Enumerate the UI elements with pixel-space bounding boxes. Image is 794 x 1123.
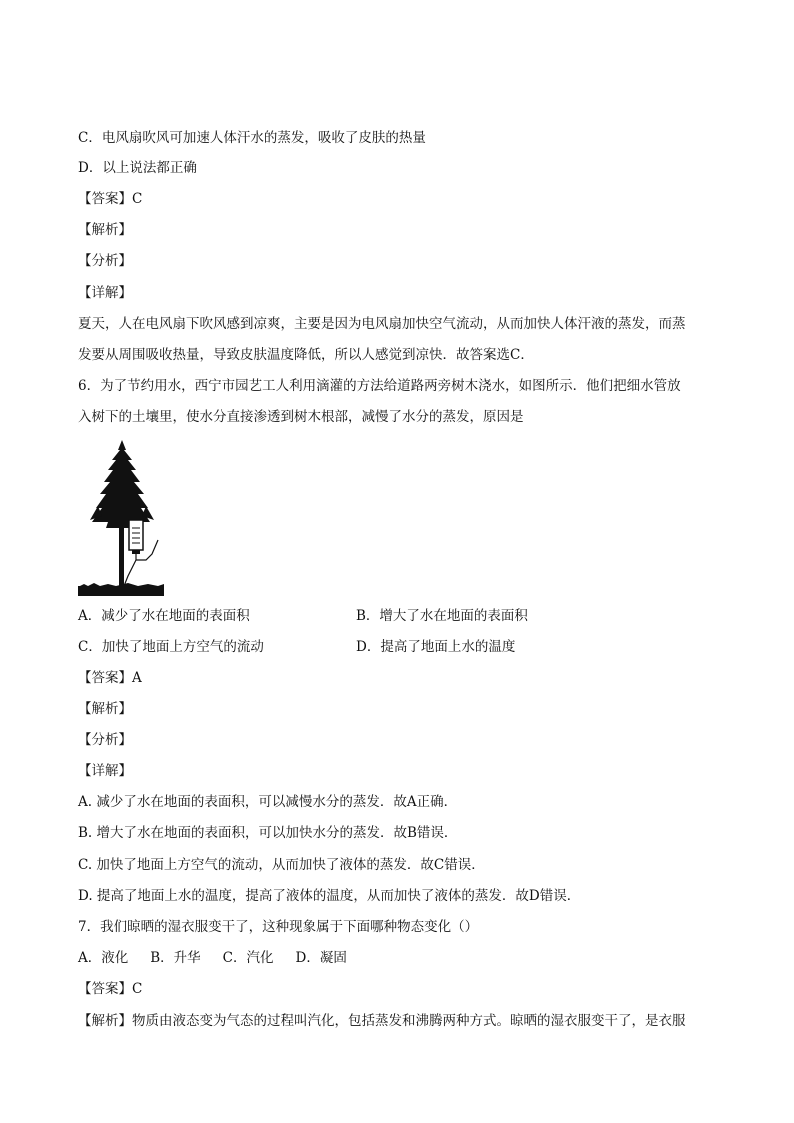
- explanation-line-2: 发要从周围吸收热量，导致皮肤温度降低，所以人感觉到凉快．故答案选C．: [78, 347, 534, 363]
- option-c-text: C．电风扇吹风可加速人体汗水的蒸发，吸收了皮肤的热量: [78, 130, 426, 146]
- q7-option-c: C．汽化: [222, 950, 274, 966]
- q7-option-a: A．液化: [78, 950, 129, 966]
- answer-label-7: 【答案】C: [78, 981, 143, 997]
- option-d: D．提高了地面上水的温度: [356, 639, 516, 655]
- detail-d: D. 提高了地面上水的温度，提高了液体的温度，从而加快了液体的蒸发．故D错误．: [78, 888, 581, 904]
- question-7: 7．我们晾晒的湿衣服变干了，这种现象属于下面哪种物态变化（）: [78, 919, 479, 935]
- detail-c: C. 加快了地面上方空气的流动，从而加快了液体的蒸发．故C错误．: [78, 857, 485, 873]
- fenxi-heading: 【分析】: [78, 253, 132, 269]
- tree-drip-irrigation-figure: [78, 436, 166, 598]
- analysis-line-7: [78, 1011, 686, 1031]
- tree-illustration: [78, 436, 166, 598]
- option-c: C．加快了地面上方空气的流动: [78, 639, 264, 655]
- answer-label: 【答案】C: [78, 191, 143, 207]
- q7-option-d: D．凝固: [295, 950, 347, 966]
- q7-option-b: B．升华: [150, 950, 201, 966]
- detail-b: B. 增大了水在地面的表面积，可以加快水分的蒸发．故B错误．: [78, 825, 458, 841]
- detail-heading-6: 【详解】: [78, 763, 132, 779]
- analysis-text-7: 物质由液态变为气态的过程叫汽化，包括蒸发和沸腾两种方式。晾晒的湿衣服变干了，是衣服: [132, 1013, 686, 1029]
- analysis-heading: 【解析】: [78, 222, 132, 238]
- analysis-heading-6: 【解析】: [78, 701, 132, 717]
- option-d-text: D．以上说法都正确: [78, 160, 197, 176]
- detail-heading: 【详解】: [78, 285, 132, 301]
- question-6-line-1: 6．为了节约用水，西宁市园艺工人利用滴灌的方法给道路两旁树木浇水，如图所示．他们把细水管放: [78, 378, 681, 394]
- answer-label-6: 【答案】A: [78, 670, 142, 686]
- detail-a: A. 减少了水在地面的表面积，可以减慢水分的蒸发．故A正确．: [78, 794, 458, 810]
- analysis-heading-7: 【解析】: [78, 1013, 132, 1029]
- question-7-options: [78, 948, 369, 968]
- explanation-line-1: 夏天，人在电风扇下吹风感到凉爽，主要是因为电风扇加快空气流动，从而加快人体汗液的蒸发，而蒸: [78, 316, 686, 332]
- question-6-line-2: 入树下的土壤里，使水分直接渗透到树木根部，减慢了水分的蒸发，原因是: [78, 409, 524, 425]
- option-a: A．减少了水在地面的表面积: [78, 608, 250, 624]
- fenxi-heading-6: 【分析】: [78, 732, 132, 748]
- option-b: B．增大了水在地面的表面积: [356, 608, 528, 624]
